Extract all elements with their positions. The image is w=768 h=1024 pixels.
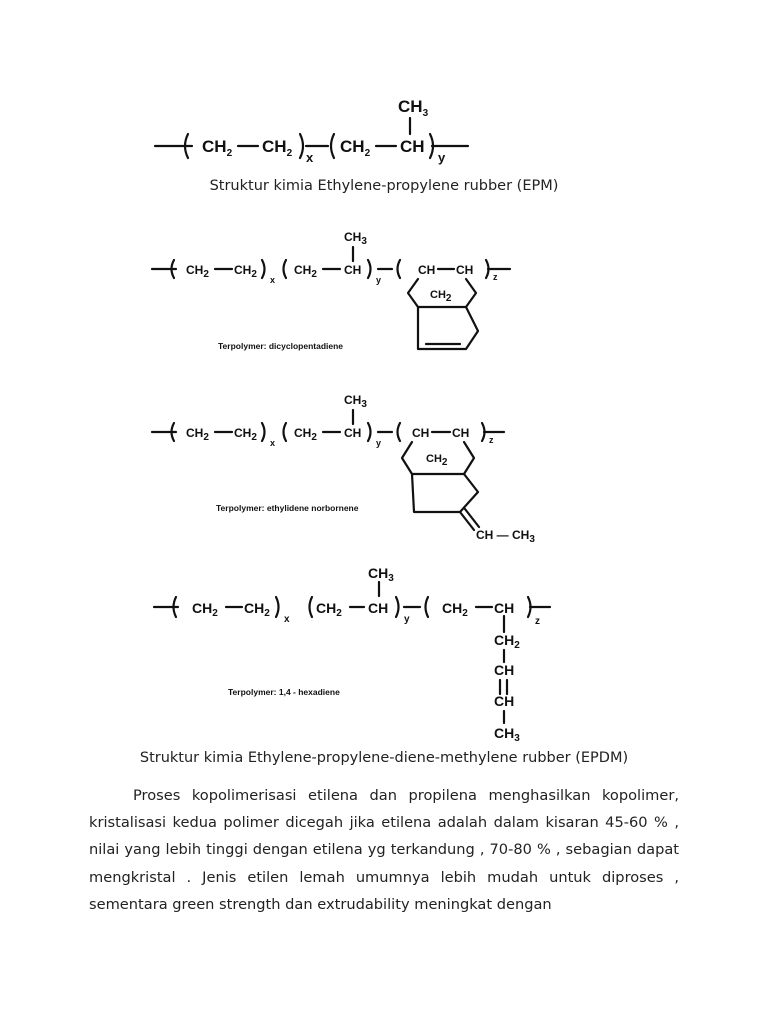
ch2-bridge: CH2 xyxy=(426,453,448,468)
ch2-group: $CH_2$ xyxy=(294,263,317,280)
caption-epm: Struktur kimia Ethylene-propylene rubber (EPM) xyxy=(209,178,559,194)
ethylidene-group: CH — $CH_3$ xyxy=(476,528,535,545)
ch2-group: $CH_2$ xyxy=(316,600,342,619)
ch2-group-2: $CH_2$ xyxy=(262,137,293,159)
y-subscript: y xyxy=(438,150,446,165)
ch2-group: $CH_2$ xyxy=(244,600,270,619)
ch-group: CH xyxy=(412,426,430,440)
ch3-group: $CH_3$ xyxy=(344,230,367,247)
ch-group: CH xyxy=(494,662,515,678)
ch-group: CH xyxy=(494,693,515,709)
hexadiene-structure xyxy=(150,562,560,747)
ch-group: CH xyxy=(344,426,362,440)
x-subscript: x xyxy=(270,438,276,448)
x-subscript: x xyxy=(270,275,276,285)
ch-group: CH xyxy=(418,263,436,277)
z-subscript: z xyxy=(535,616,540,627)
ch2-group: $CH_2$ xyxy=(494,632,520,651)
ch-group: CH xyxy=(456,263,474,277)
ch2-group-3: $CH_2$ xyxy=(340,137,371,159)
ch-group: CH xyxy=(368,600,389,616)
dcpd-label: Terpolymer: dicyclopentadiene xyxy=(218,341,344,351)
ch-group: CH xyxy=(494,600,515,616)
ch2-group: $CH_2$ xyxy=(234,263,257,280)
ch2-group: $CH_2$ xyxy=(294,426,317,443)
body-paragraph: Proses kopolimerisasi etilena dan propilena menghasilkan kopolimer, kristalisasi kedua polimer dicegah jika etilena adalah dalam kisaran 45-60 % , nilai yang lebih tinggi dengan etilena yg terkandung , 70-80 % , sebagian dapat mengkristal . Jenis etilen lemah umumnya lebih mudah untuk diproses , sementara green strength dan extrudability meningkat dengan xyxy=(89,787,679,913)
ch2-group: $CH_2$ xyxy=(234,426,257,443)
ch3-group: $CH_3$ xyxy=(344,393,367,410)
y-subscript: y xyxy=(376,275,382,285)
ch3-group: $CH_3$ xyxy=(494,725,520,744)
ch2-group: $CH_2$ xyxy=(442,600,468,619)
z-subscript: z xyxy=(493,272,498,282)
ch2-group: $CH_2$ xyxy=(186,426,209,443)
z-subscript: z xyxy=(489,435,494,445)
ch-group: CH xyxy=(452,426,470,440)
dcpd-structure xyxy=(148,225,518,360)
ch2-group-1: $CH_2$ xyxy=(202,137,233,159)
ch3-group: $CH_3$ xyxy=(398,97,429,119)
enb-structure xyxy=(148,392,548,547)
x-subscript: x xyxy=(284,614,290,625)
ch2-bridge: CH2 xyxy=(430,289,452,304)
ch2-group: $CH_2$ xyxy=(186,263,209,280)
enb-label: Terpolymer: ethylidene norbornene xyxy=(216,503,359,513)
y-subscript: y xyxy=(376,438,382,448)
x-subscript: x xyxy=(306,150,314,165)
epm-structure xyxy=(150,90,480,170)
ch2-group: $CH_2$ xyxy=(192,600,218,619)
caption-epdm: Struktur kimia Ethylene-propylene-diene-methylene rubber (EPDM) xyxy=(139,750,629,766)
hexadiene-label: Terpolymer: 1,4 - hexadiene xyxy=(228,687,340,697)
ch3-group: $CH_3$ xyxy=(368,565,394,584)
ch-group: CH xyxy=(400,137,425,156)
ch-group: CH xyxy=(344,263,362,277)
y-subscript: y xyxy=(404,614,410,625)
